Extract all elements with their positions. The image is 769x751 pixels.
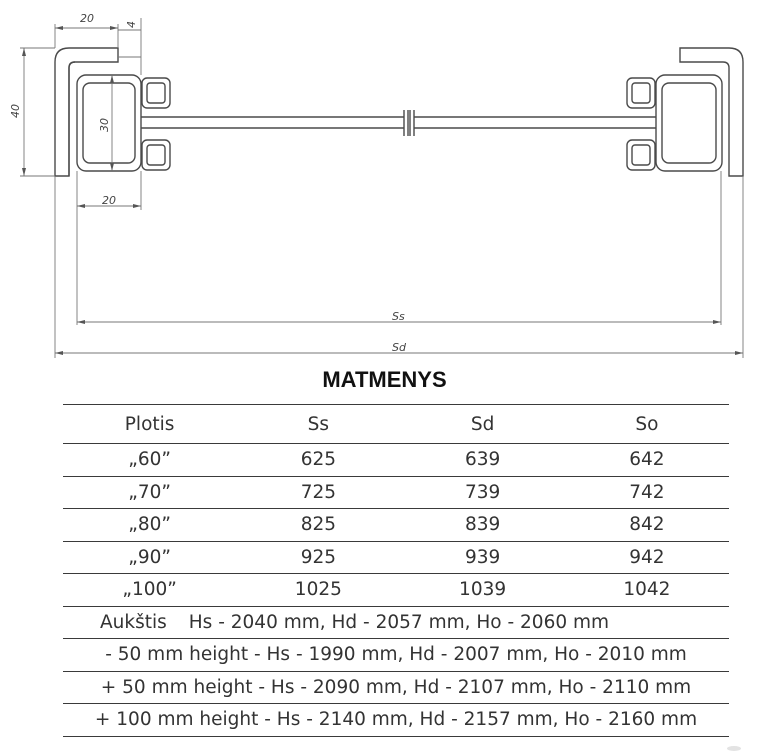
height-variant-plus-100: + 100 mm height - Hs - 2140 mm, Hd - 2157 mm, Ho - 2160 mm (63, 704, 729, 737)
cell-sd: 839 (400, 509, 564, 542)
cell-sd: 939 (400, 541, 564, 574)
cell-ss: 725 (236, 476, 400, 509)
cell-ss: 625 (236, 444, 400, 477)
cell-width: „100” (63, 574, 236, 607)
cell-width: „60” (63, 444, 236, 477)
frame-section-drawing (0, 0, 769, 365)
dim-bottom-width: 20 (102, 194, 116, 207)
table-header-row (63, 405, 729, 444)
height-variant-minus-50: - 50 mm height - Hs - 1990 mm, Hd - 2007 mm, Ho - 2010 mm (63, 639, 729, 672)
height-variant-row (63, 704, 729, 737)
table-row (63, 574, 729, 607)
height-variant-plus-50: + 50 mm height - Hs - 2090 mm, Hd - 2107 mm, Ho - 2110 mm (63, 671, 729, 704)
dim-top-width: 20 (80, 12, 94, 25)
corner-mark (727, 746, 741, 751)
height-label: Aukštis (100, 611, 167, 633)
cell-width: „80” (63, 509, 236, 542)
left-frame-inner (69, 62, 75, 176)
right-hinge-profile (656, 75, 722, 171)
cell-so: 742 (565, 476, 729, 509)
height-value: Hs - 2040 mm, Hd - 2057 mm, Ho - 2060 mm (188, 611, 610, 633)
header-sd: Sd (400, 405, 564, 444)
dim-gap: 4 (125, 21, 138, 28)
right-frame-outer (680, 48, 743, 176)
cell-ss: 925 (236, 541, 400, 574)
page-title: MATMENYS (322, 367, 447, 392)
height-row (63, 606, 729, 639)
cell-sd: 739 (400, 476, 564, 509)
cell-ss: 825 (236, 509, 400, 542)
cell-sd: 639 (400, 444, 564, 477)
table-row (63, 541, 729, 574)
cell-so: 642 (565, 444, 729, 477)
cell-so: 942 (565, 541, 729, 574)
cell-width: „70” (63, 476, 236, 509)
left-frame-outer (55, 48, 118, 176)
table-row (63, 509, 729, 542)
cell-so: 842 (565, 509, 729, 542)
dim-ss: Ss (392, 310, 405, 323)
cell-ss: 1025 (236, 574, 400, 607)
height-variant-row (63, 671, 729, 704)
height-variant-row (63, 639, 729, 672)
table-row (63, 476, 729, 509)
cell-so: 1042 (565, 574, 729, 607)
dim-sd: Sd (392, 341, 406, 354)
cell-sd: 1039 (400, 574, 564, 607)
header-ss: Ss (236, 405, 400, 444)
cell-width: „90” (63, 541, 236, 574)
table-row (63, 444, 729, 477)
dim-height: 40 (9, 104, 22, 118)
header-plotis: Plotis (63, 405, 236, 444)
dimensions-table (63, 404, 729, 737)
header-so: So (565, 405, 729, 444)
dim-profile: 30 (98, 118, 111, 132)
